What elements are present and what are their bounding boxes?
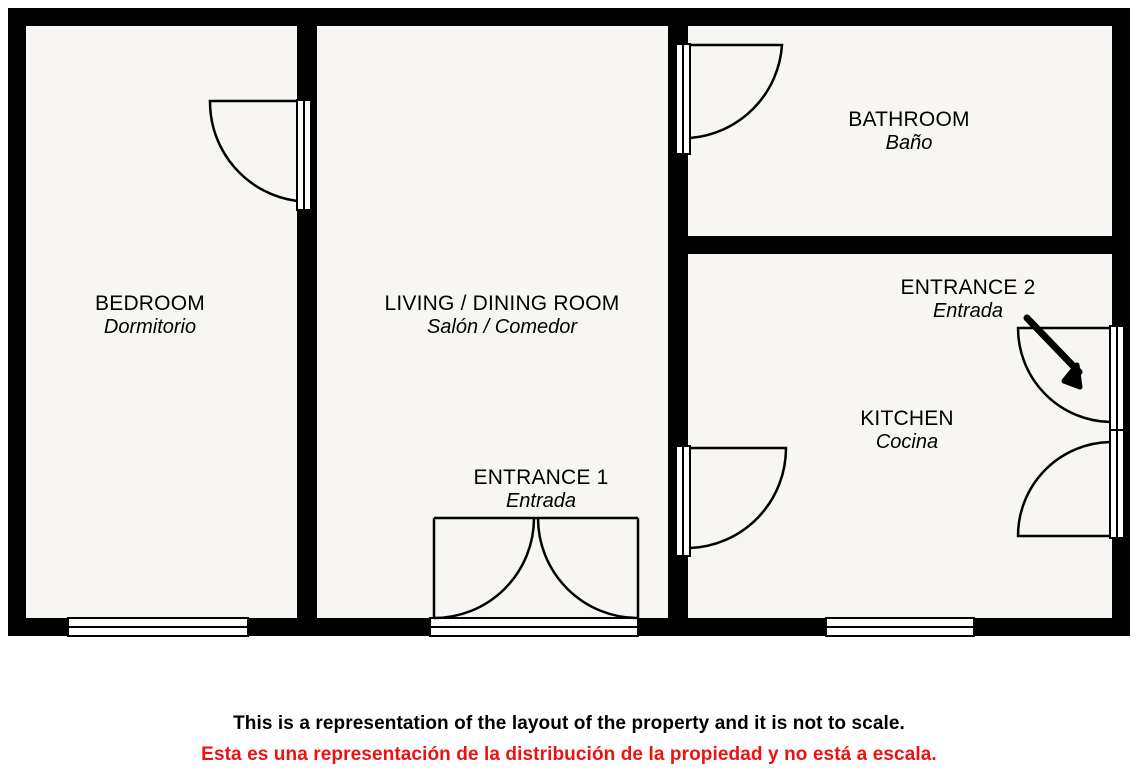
windows	[68, 618, 974, 636]
disclaimer-english: This is a representation of the layout of the property and it is not to scale.	[233, 713, 905, 734]
entrance-label-1-en: ENTRANCE 1	[473, 466, 609, 489]
room-label-kitchen-en: KITCHEN	[860, 407, 954, 430]
window-bedroom	[68, 618, 248, 636]
room-label-kitchen	[787, 407, 1027, 453]
window-kitchen	[826, 618, 974, 636]
entrance-label-2-es: Entrada	[932, 299, 1004, 322]
room-label-kitchen-es: Cocina	[875, 430, 939, 453]
entrance-label-2	[848, 276, 1088, 322]
disclaimer-spanish: Esta es una representación de la distribución de la propiedad y no está a escala.	[201, 744, 937, 765]
room-label-bathroom	[789, 108, 1029, 154]
room-label-bedroom	[50, 292, 250, 338]
window-living	[430, 618, 638, 636]
entrance-label-2-en: ENTRANCE 2	[900, 276, 1036, 299]
entrance-label-1-es: Entrada	[505, 489, 577, 512]
room-label-bedroom-en: BEDROOM	[95, 292, 205, 315]
room-label-living-dining-room	[332, 292, 672, 338]
room-label-bathroom-es: Baño	[885, 131, 933, 154]
entrance-label-1	[421, 466, 661, 512]
room-label-living-dining-room-en: LIVING / DINING ROOM	[384, 292, 620, 315]
room-label-bathroom-en: BATHROOM	[848, 108, 970, 131]
room-label-bedroom-es: Dormitorio	[103, 315, 197, 338]
room-label-living-dining-room-es: Salón / Comedor	[426, 315, 578, 338]
